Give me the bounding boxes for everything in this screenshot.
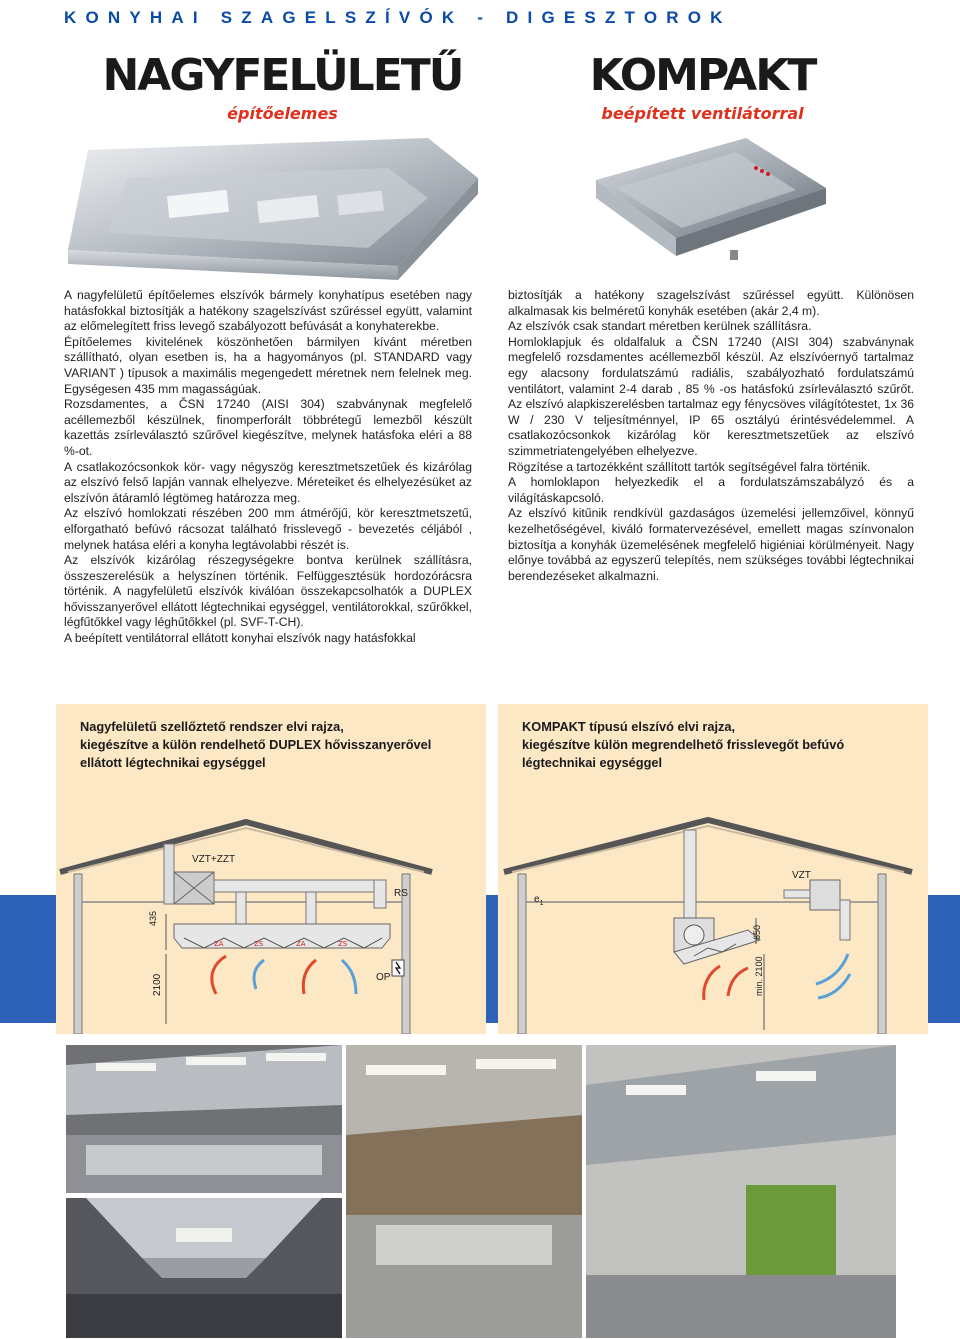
- kitchen-photo-3: [346, 1045, 582, 1338]
- e1-text: e: [534, 894, 540, 905]
- right-paragraph: Homloklapjuk és oldalfaluk a ČSN 17240 (AISI 304) szabványnak megfelelő rozsdamentes acéllemezből készül. Az elszívóernyő tartalmaz egy alacsony fordulatszámú radiális, szabályozható fordulatszámú ventilátort, valamint 2-4 darab , 85 % -os hatásfokú zsírleválasztó szűrőt. Az elszívó alapkiszerelésben tartalmaz egy fénycsöves világítótestet, 1x 36 W / 230 V teljesítménnyel, IP 65 osztályú érintésvédelemmel. A csatlakozócsonkok kizárólag kör keresztmetszetűek az elszívó szimmetriatengelyében elhelyezve.: [508, 334, 914, 458]
- vzt-label: VZT: [792, 870, 811, 881]
- caption-line: légtechnikai egységgel: [522, 755, 663, 770]
- caption-line: kiegészítve külön megrendelhető frisslevegőt befúvó: [522, 737, 845, 752]
- dimension-435-label: 435: [148, 910, 158, 926]
- left-paragraph: Rozsdamentes, a ČSN 17240 (AISI 304) szabványnak megfelelő acéllemezből készülnek, finomperforált többrétegű lemezből készült kazettás zsírleválasztó szűrővel kiegészítve, melynek hatásfoka eléri a 88 %-ot.: [64, 397, 472, 458]
- compact-hood-photo: [596, 138, 826, 268]
- right-paragraph: Az elszívó kitűnik rendkívül gazdaságos üzemelési jellemzőivel, könnyű kezelhetőségével, kiváló formatervezésével, emellett magas színvonalon biztosítja a konyhák üzemelésének megfelelő higiéniai körülményeit. Nagy előnye továbbá az egyszerű telepítés, nem szükséges további légtechnikai berendezéseket alkalmazni.: [508, 506, 914, 583]
- right-paragraph: A homloklapon helyezkedik el a fordulatszámszabályzó és a világításkapcsoló.: [508, 475, 914, 505]
- compact-hood-diagram: [498, 704, 928, 1034]
- left-product-subtitle: építőelemes: [227, 104, 338, 123]
- right-product-title: KOMPAKT: [589, 50, 816, 101]
- right-product-subtitle: beépített ventilátorral: [601, 104, 804, 123]
- left-paragraph: A csatlakozócsonkok kör- vagy négyszög keresztmetszetűek és kizárólag az elszívó felső lapján vannak elhelyezve. Méreteiket és elhelyezésüket az elszívón átáramló légtömeg határozza meg.: [64, 459, 472, 505]
- caption-line: KOMPAKT típusú elszívó elvi rajza,: [522, 719, 736, 734]
- large-hood-photo: [68, 138, 478, 280]
- right-paragraph: Rögzítése a tartozékként szállított tartók segítségével falra történik.: [508, 459, 871, 474]
- left-diagram-panel: [56, 704, 486, 1034]
- left-paragraph: Az elszívók kizárólag részegységekre bontva kerülnek szállításra, összeszerelésük a helyszínen történik. Felfüggesztésük hordozórácsra történik. A nagyfelületű elszívók kiválóan összekapcsolhatók a DUPLEX hővisszanyerővel ellátott légtechnikai egységgel, ventilátorokkal, szűrőkkel, légfűtőkkel vagy léghűtőkkel (pl. SVF-T-CH).: [64, 553, 472, 630]
- e1-label: [534, 894, 543, 907]
- right-paragraph: Az elszívók csak standart méretben kerülnek szállításra.: [508, 319, 812, 334]
- page-header-title: KONYHAI SZAGELSZÍVÓK - DIGESZTOROK: [64, 8, 732, 27]
- caption-line: ellátott légtechnikai egységgel: [80, 755, 266, 770]
- svg-text:ZS: ZS: [338, 940, 348, 948]
- right-paragraph: biztosítják a hatékony szagelszívást szűréssel együtt. Különösen alkalmasak kis belméretű konyhák esetében (akár 2,4 m).: [508, 288, 914, 318]
- dimension-2100-label: 2100: [152, 973, 163, 996]
- right-diagram-panel: [498, 704, 928, 1034]
- svg-text:ZA: ZA: [296, 940, 306, 948]
- kitchen-photo-1: [66, 1045, 342, 1193]
- left-text-column: [64, 288, 472, 647]
- svg-text:ZS: ZS: [254, 940, 264, 948]
- kitchen-photo-2: [66, 1198, 342, 1338]
- e1-subscript: 1: [539, 900, 544, 907]
- left-paragraph: A nagyfelületű építőelemes elszívók bármely konyhatípus esetében nagy hatásfokkal biztosítják a hatékony szagelszívást szűréssel együtt, valamint az előmelegített friss levegő szabályozott befúvását a konyhaterekbe.: [64, 288, 472, 334]
- dimension-min-2100-label: min. 2100: [754, 956, 764, 996]
- left-paragraph: Építőelemes kivitelének köszönhetően bármilyen kívánt méretben szállítható, olyan esetben is, ha a hagyományos (pl. STANDARD vagy VARIANT ) típusok a maximális megengedett méretnek nem felelnek meg. Egységesen 435 mm magasságúak.: [64, 334, 472, 396]
- svg-text:ZA: ZA: [214, 940, 224, 948]
- right-text-column: [508, 288, 914, 584]
- vzt-zzt-label: VZT+ZZT: [192, 854, 236, 865]
- dimension-650-label: 650: [752, 924, 762, 940]
- left-paragraph: Az elszívó homlokzati részében 200 mm átmérőjű, kör keresztmetszetű, elforgatható befúvó rácsozat található frisslevegő - bevezetés céljából , melynek hatása eléri a konyha legtávolabbi részét is.: [64, 506, 472, 552]
- rs-label: RS: [394, 888, 408, 899]
- kitchen-photo-4: [586, 1045, 896, 1338]
- caption-line: Nagyfelületű szellőztető rendszer elvi rajza,: [80, 719, 344, 734]
- left-paragraph: A beépített ventilátorral ellátott konyhai elszívók nagy hatásfokkal: [64, 631, 416, 646]
- left-product-title: NAGYFELÜLETŰ: [102, 50, 463, 101]
- large-hood-diagram: [56, 704, 486, 1034]
- caption-line: kiegészítve a külön rendelhető DUPLEX hővisszanyerővel: [80, 737, 432, 752]
- op-label: OP: [376, 972, 391, 983]
